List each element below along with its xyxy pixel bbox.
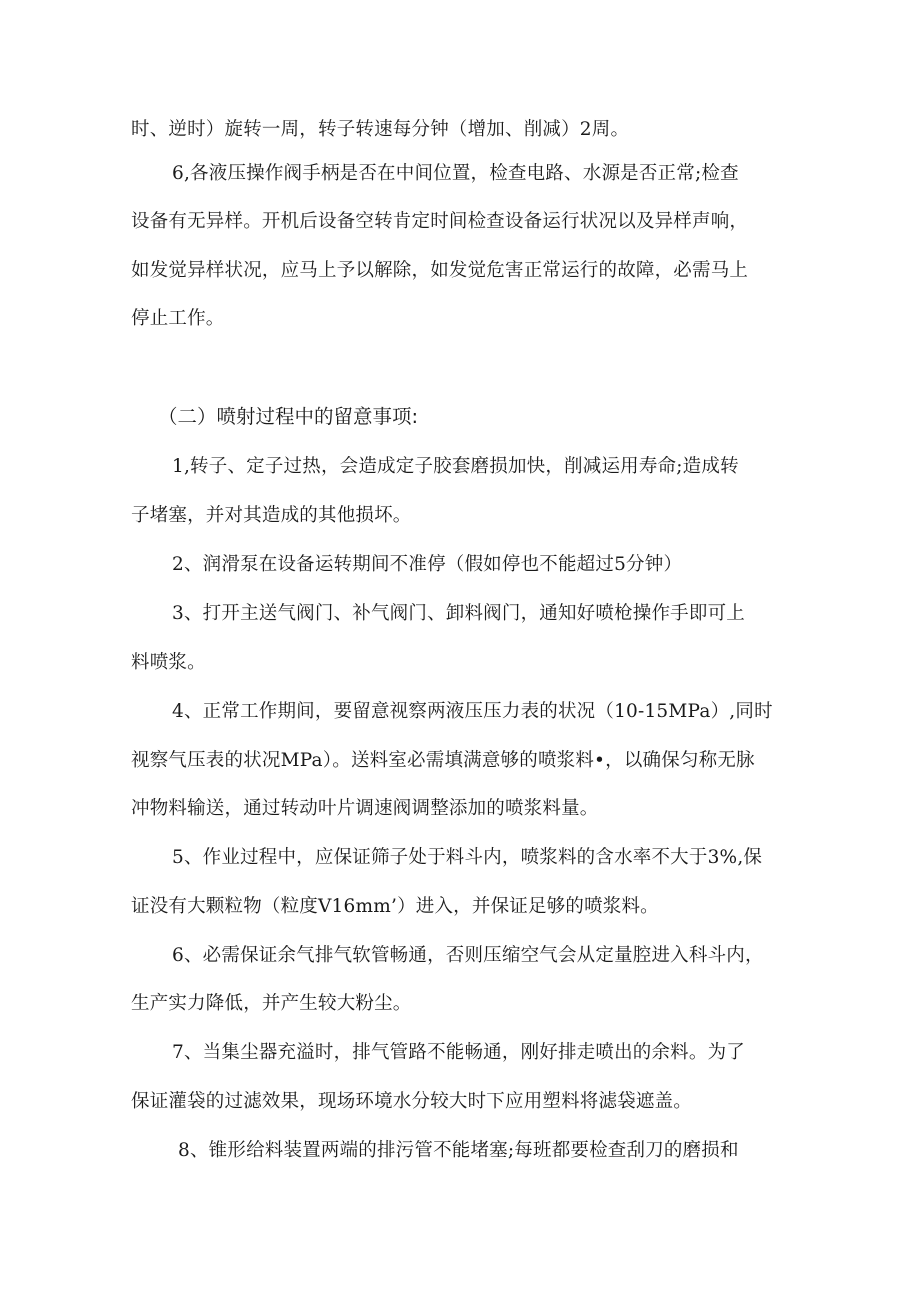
text-line: 停止工作。 <box>131 308 225 329</box>
text-line: 料喷浆。 <box>131 652 206 673</box>
text-line: 子堵塞，并对其造成的其他损坏。 <box>131 505 412 526</box>
text-line: 3、打开主送气阀门、补气阀门、卸料阀门，通知好喷枪操作手即可上 <box>172 603 745 624</box>
text-line: 设备有无异样。开机后设备空转肯定时间检查设备运行状况以及异样声响， <box>131 211 749 232</box>
section-heading: （二）喷射过程中的留意事项: <box>158 405 419 428</box>
text-line: 视察气压表的状况MPa）。送料室必需填满意够的喷浆料•，以确保匀称无脉 <box>131 750 755 771</box>
text-line: 8、锥形给料装置两端的排污管不能堵塞;每班都要检查刮刀的磨损和 <box>178 1140 739 1161</box>
text-line: 7、当集尘器充溢时，排气管路不能畅通，刚好排走喷出的余料。为了 <box>172 1042 745 1063</box>
text-line: 4、正常工作期间，要留意视察两液压压力表的状况（10-15MPa）,同时 <box>172 701 773 722</box>
text-line: 如发觉异样状况，应马上予以解除，如发觉危害正常运行的故障，必需马上 <box>131 260 749 281</box>
text-line: 6、必需保证余气排气软管畅通，否则压缩空气会从定量腔进入科斗内， <box>172 945 764 966</box>
text-line: 保证灌袋的过滤效果，现场环境水分较大时下应用塑料将滤袋遮盖。 <box>131 1091 693 1112</box>
text-line: 时、逆时）旋转一周，转子转速每分钟（增加、削减）2周。 <box>131 119 630 140</box>
text-line: 证没有大颗粒物（粒度V16mm’）进入，并保证足够的喷浆料。 <box>131 896 659 917</box>
text-line: 生产实力降低，并产生较大粉尘。 <box>131 993 412 1014</box>
text-line: 2、润滑泵在设备运转期间不准停（假如停也不能超过5分钟） <box>172 554 683 575</box>
text-line: 5、作业过程中，应保证筛子处于料斗内，喷浆料的含水率不大于3%,保 <box>172 847 763 868</box>
text-line: 1,转子、定子过热，会造成定子胶套磨损加快，削减运用寿命;造成转 <box>172 456 739 477</box>
text-line: 冲物料输送，通过转动叶片调速阀调整添加的喷浆料量。 <box>131 798 599 819</box>
text-line: 6,各液压操作阀手柄是否在中间位置，检查电路、水源是否正常;检查 <box>172 163 739 184</box>
